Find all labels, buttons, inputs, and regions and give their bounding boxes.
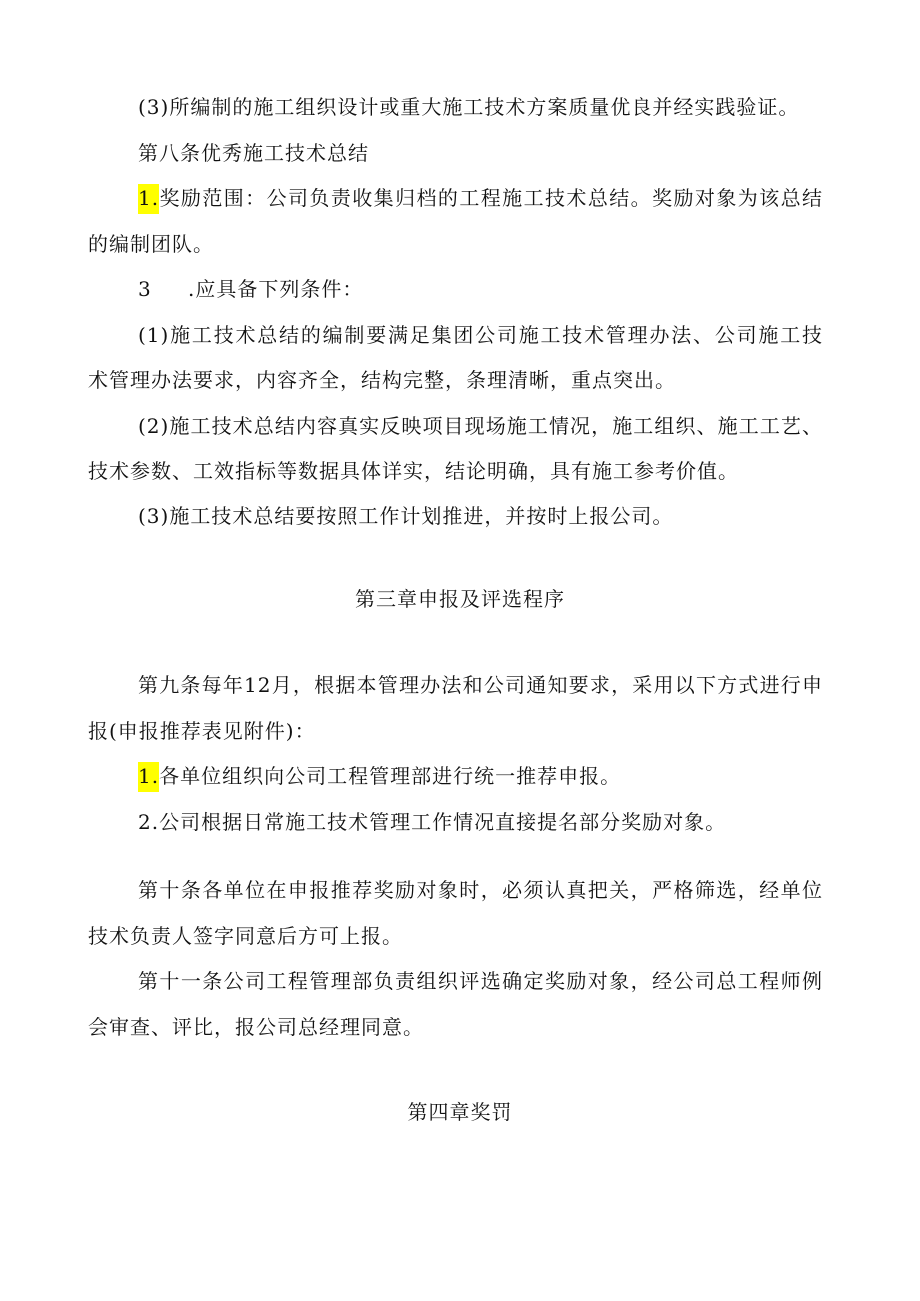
paragraph-conditions-heading — [138, 274, 363, 304]
article-9-line-2: 报(申报推荐表见附件)： — [88, 719, 316, 743]
paragraph-item-2-line-1: (2)施工技术总结内容真实反映项目现场施工情况，施工组织、施工工艺、 — [138, 414, 823, 438]
paragraph-item-1-line-1: (1)施工技术总结的编制要满足集团公司施工技术管理办法、公司施工技 — [138, 323, 823, 347]
paragraph-item-3-plan-quality: (3)所编制的施工组织设计或重大施工技术方案质量优良并经实践验证。 — [138, 95, 800, 119]
paragraph-item-3-report-on-time: (3)施工技术总结要按照工作计划推进，并按时上报公司。 — [138, 504, 674, 528]
paragraph-direct-nomination: 2.公司根据日常施工技术管理工作情况直接提名部分奖励对象。 — [138, 810, 727, 834]
list-number-highlighted: 1. — [138, 184, 159, 214]
conditions-text: .应具备下列条件： — [188, 277, 364, 301]
article-10-line-1: 第十条各单位在申报推荐奖励对象时，必须认真把关，严格筛选，经单位 — [138, 878, 823, 902]
award-scope-text: 奖励范围：公司负责收集归档的工程施工技术总结。奖励对象为该总结 — [159, 186, 823, 210]
paragraph-award-scope-line-2: 的编制团队。 — [88, 232, 214, 256]
article-10-line-2: 技术负责人签字同意后方可上报。 — [88, 924, 403, 948]
paragraph-item-2-line-2: 技术参数、工效指标等数据具体详实，结论明确，具有施工参考价值。 — [88, 459, 739, 483]
chapter-3-heading: 第三章申报及评选程序 — [355, 587, 565, 611]
article-8-heading: 第八条优秀施工技术总结 — [138, 141, 369, 165]
paragraph-item-1-line-2: 术管理办法要求，内容齐全，结构完整，条理清晰，重点突出。 — [88, 368, 676, 392]
paragraph-unit-recommendation — [138, 761, 621, 791]
article-11-line-1: 第十一条公司工程管理部负责组织评选确定奖励对象，经公司总工程师例 — [138, 969, 823, 993]
list-number: 3 — [138, 277, 152, 301]
list-number-highlighted: 1. — [138, 762, 159, 792]
chapter-4-heading: 第四章奖罚 — [407, 1100, 513, 1124]
unit-recommendation-text: 各单位组织向公司工程管理部进行统一推荐申报。 — [159, 764, 622, 788]
article-11-line-2: 会审查、评比，报公司总经理同意。 — [88, 1015, 424, 1039]
article-9-line-1: 第九条每年12月，根据本管理办法和公司通知要求，采用以下方式进行申 — [138, 673, 823, 697]
paragraph-award-scope-line-1 — [138, 183, 823, 213]
